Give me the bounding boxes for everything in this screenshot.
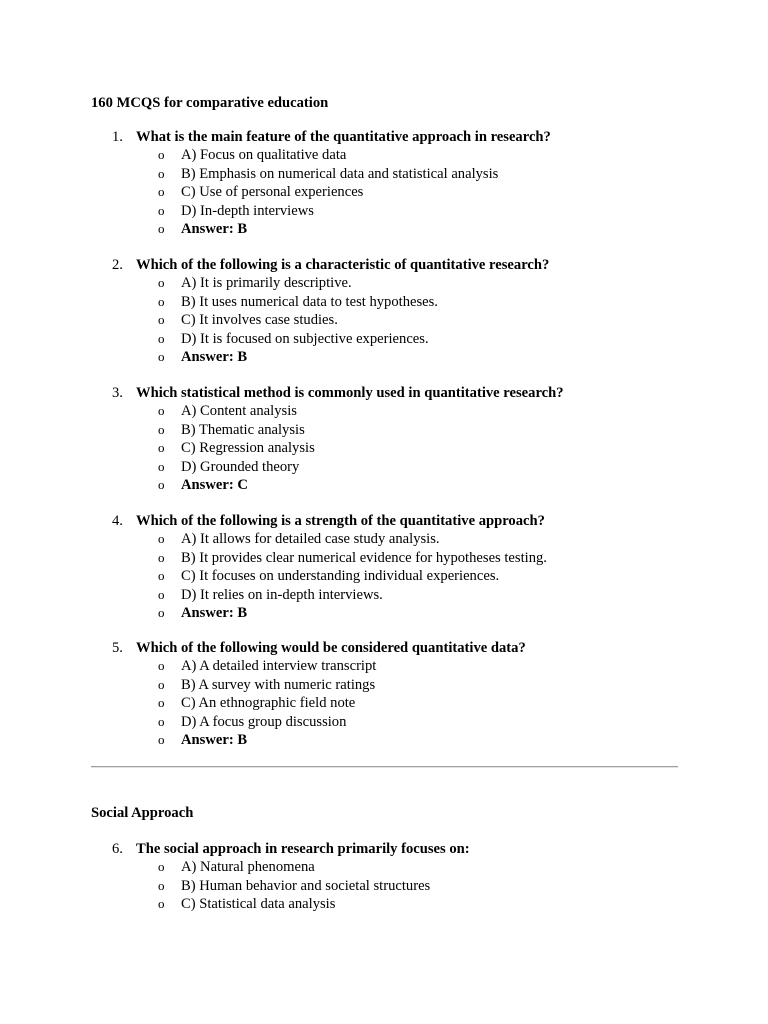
option-d: D) In-depth interviews: [181, 202, 314, 219]
question-text: Which of the following is a strength of the quantitative approach?: [136, 513, 545, 529]
option-d: D) It is focused on subjective experiences.: [181, 330, 429, 347]
bullet-icon: o: [158, 658, 165, 674]
option-b: B) Thematic analysis: [181, 421, 305, 438]
question-number: 6.: [112, 841, 123, 857]
bullet-icon: o: [158, 877, 165, 893]
question-3: [0, 384, 768, 494]
option-c: C) Use of personal experiences: [181, 184, 364, 201]
bullet-icon: o: [158, 330, 165, 346]
bullet-icon: o: [158, 586, 165, 602]
bullet-icon: o: [158, 403, 165, 419]
question-6: [0, 840, 768, 914]
option-a: A) Content analysis: [181, 403, 297, 420]
option-a: A) Focus on qualitative data: [181, 147, 347, 164]
bullet-icon: o: [158, 202, 165, 218]
option-b: B) It provides clear numerical evidence for hypotheses testing.: [181, 549, 547, 566]
horizontal-rule: [91, 766, 678, 768]
question-text: Which of the following is a characteristic of quantitative research?: [136, 257, 550, 273]
answer-label: Answer: B: [181, 604, 248, 621]
option-b: B) Human behavior and societal structures: [181, 877, 431, 894]
option-c: C) It involves case studies.: [181, 312, 338, 329]
bullet-icon: o: [158, 731, 165, 747]
answer-label: Answer: C: [181, 476, 248, 493]
option-a: A) A detailed interview transcript: [181, 658, 377, 675]
answer-label: Answer: B: [181, 731, 248, 748]
option-b: B) Emphasis on numerical data and statistical analysis: [181, 165, 499, 182]
bullet-icon: o: [158, 312, 165, 328]
answer-label: Answer: B: [181, 348, 248, 365]
bullet-icon: o: [158, 713, 165, 729]
section-title: Social Approach: [91, 805, 194, 821]
bullet-icon: o: [158, 147, 165, 163]
option-b: B) A survey with numeric ratings: [181, 676, 376, 693]
answer-label: Answer: B: [181, 220, 248, 237]
bullet-icon: o: [158, 896, 165, 912]
bullet-icon: o: [158, 165, 165, 181]
question-text: Which statistical method is commonly used in quantitative research?: [136, 385, 564, 401]
question-text: The social approach in research primarily focuses on:: [136, 841, 470, 857]
question-4: [0, 512, 768, 622]
option-a: A) It is primarily descriptive.: [181, 275, 352, 292]
option-d: D) It relies on in-depth interviews.: [181, 586, 383, 603]
bullet-icon: o: [158, 531, 165, 547]
option-d: D) A focus group discussion: [181, 713, 347, 730]
question-number: 1.: [112, 129, 123, 145]
option-c: C) An ethnographic field note: [181, 695, 356, 712]
question-number: 5.: [112, 640, 123, 656]
question-2: [0, 256, 768, 366]
question-1: [0, 128, 768, 238]
option-d: D) Grounded theory: [181, 458, 300, 475]
question-number: 2.: [112, 257, 123, 273]
option-a: A) Natural phenomena: [181, 859, 315, 876]
bullet-icon: o: [158, 440, 165, 456]
bullet-icon: o: [158, 676, 165, 692]
bullet-icon: o: [158, 695, 165, 711]
bullet-icon: o: [158, 604, 165, 620]
bullet-icon: o: [158, 568, 165, 584]
bullet-icon: o: [158, 220, 165, 236]
question-text: What is the main feature of the quantitative approach in research?: [136, 129, 551, 145]
option-a: A) It allows for detailed case study analysis.: [181, 531, 440, 548]
option-c: C) It focuses on understanding individual experiences.: [181, 568, 500, 585]
bullet-icon: o: [158, 859, 165, 875]
bullet-icon: o: [158, 458, 165, 474]
option-b: B) It uses numerical data to test hypotheses.: [181, 293, 438, 310]
bullet-icon: o: [158, 421, 165, 437]
bullet-icon: o: [158, 348, 165, 364]
question-number: 4.: [112, 513, 123, 529]
option-c: C) Statistical data analysis: [181, 896, 336, 913]
bullet-icon: o: [158, 549, 165, 565]
bullet-icon: o: [158, 275, 165, 291]
option-c: C) Regression analysis: [181, 440, 315, 457]
question-5: [0, 639, 768, 749]
bullet-icon: o: [158, 476, 165, 492]
question-text: Which of the following would be considered quantitative data?: [136, 640, 526, 656]
question-number: 3.: [112, 385, 123, 401]
bullet-icon: o: [158, 184, 165, 200]
bullet-icon: o: [158, 293, 165, 309]
document-title: 160 MCQS for comparative education: [91, 95, 329, 111]
